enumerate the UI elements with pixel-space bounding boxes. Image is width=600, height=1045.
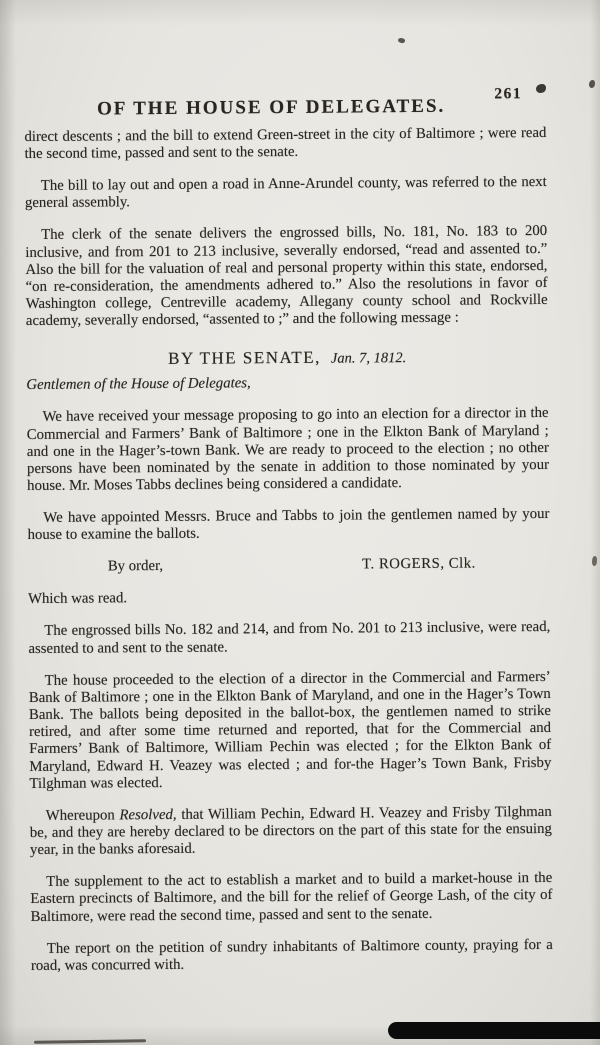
paragraph-road-report: The report on the petition of sundry inhabitants of Baltimore county, praying for a road, was concurred with. <box>30 936 553 974</box>
page-header <box>24 82 546 120</box>
senate-heading-caps: BY THE SENATE, <box>168 348 321 369</box>
senate-message-heading <box>26 341 548 372</box>
paragraph-market-house: The supplement to the act to establish a market and to build a market-house in the Eastern precincts of Baltimore, and the bill for the relief of George Lash, of the city of Baltimore, were read the second time, passed and sent to the senate. <box>30 870 553 925</box>
paragraph-road-bill: The bill to lay out and open a road in Anne-Arundel county, was referred to the next general assembly. <box>24 174 547 212</box>
by-order-label: By order, <box>107 558 164 575</box>
signature-row <box>28 555 550 576</box>
paragraph-resolution <box>30 804 552 860</box>
paragraph-election-message: We have received your message proposing to go into an election for a director in the Commercial and Farmers’ Bank of Baltimore ; one in the Elkton Bank of Maryland ; and one in the Hager’s-town Bank. We are ready to proceed to the election ; no other persons have been nominated by the senate in addition to those nominated by your house. Mr. Moses Tabbs declines being considered a candidate. <box>26 405 550 495</box>
paragraph-clerk-message: The clerk of the senate delivers the engrossed bills, No. 181, No. 183 to 200 inclusive, and from 201 to 213 inclusive, severally endorsed, “read and assented to.” Also the bill for the valuation of real and personal property within this state, endorsed, “on re-consideration, the amendments adhered to.” Also the resolutions in favor of Washington college, Centreville academy, Allegany county school and Rockville academy, severally endorsed, “assented to ;” and the following message : <box>25 223 548 330</box>
resolution-rest: that William Pechin, Edward H. Veazey and Frisby Tilghman be, and they are hereby declared to be directors on the part of this state for the ensuing year, in the banks aforesaid. <box>29 803 552 859</box>
scan-edge-bar <box>388 1022 600 1039</box>
page-number: 261 <box>494 85 523 103</box>
scan-line-artifact <box>34 1039 146 1043</box>
paragraph-which-was-read: Which was read. <box>27 590 128 608</box>
ink-speck <box>397 37 405 44</box>
resolution-lead: Whereupon <box>45 807 120 824</box>
paragraph-carryover: direct descents ; and the bill to extend Green-street in the city of Baltimore ; were read the second time, passed and sent to the senate. <box>24 124 547 163</box>
senate-heading-date: Jan. 7, 1812. <box>330 350 407 368</box>
clerk-signature: T. ROGERS, Clk. <box>362 555 476 573</box>
resolved-italic: Resolved, <box>119 806 177 824</box>
ink-speck <box>589 80 595 88</box>
ink-speck <box>592 556 597 566</box>
paragraph-election-result: The house proceeded to the election of a director in the Commercial and Farmers’ Bank of Baltimore ; one in the Elkton Bank of Maryland, and one in the Hager’s Town Bank. The ballots being deposited in the ballot-box, the gentlemen named to strike retired, and after some time returned and reported, that for the Commercial and Farmers’ Bank of Baltimore, William Pechin was elected ; for the Elkton Bank of Maryland, Edward H. Veazey was elected ; and for-the Hager’s Town Bank, Frisby Tilghman was elected. <box>28 668 552 792</box>
paragraph-appointed: We have appointed Messrs. Bruce and Tabbs to join the gentlemen named by your house to examine the ballots. <box>27 506 550 544</box>
salutation: Gentlemen of the House of Delegates, <box>26 375 251 394</box>
running-header-title: OF THE HOUSE OF DELEGATES. <box>97 95 446 120</box>
paragraph-engrossed-bills: The engrossed bills No. 182 and 214, and from No. 201 to 213 inclusive, were read, assented to and sent to the senate. <box>28 619 551 657</box>
page-content <box>24 82 553 990</box>
